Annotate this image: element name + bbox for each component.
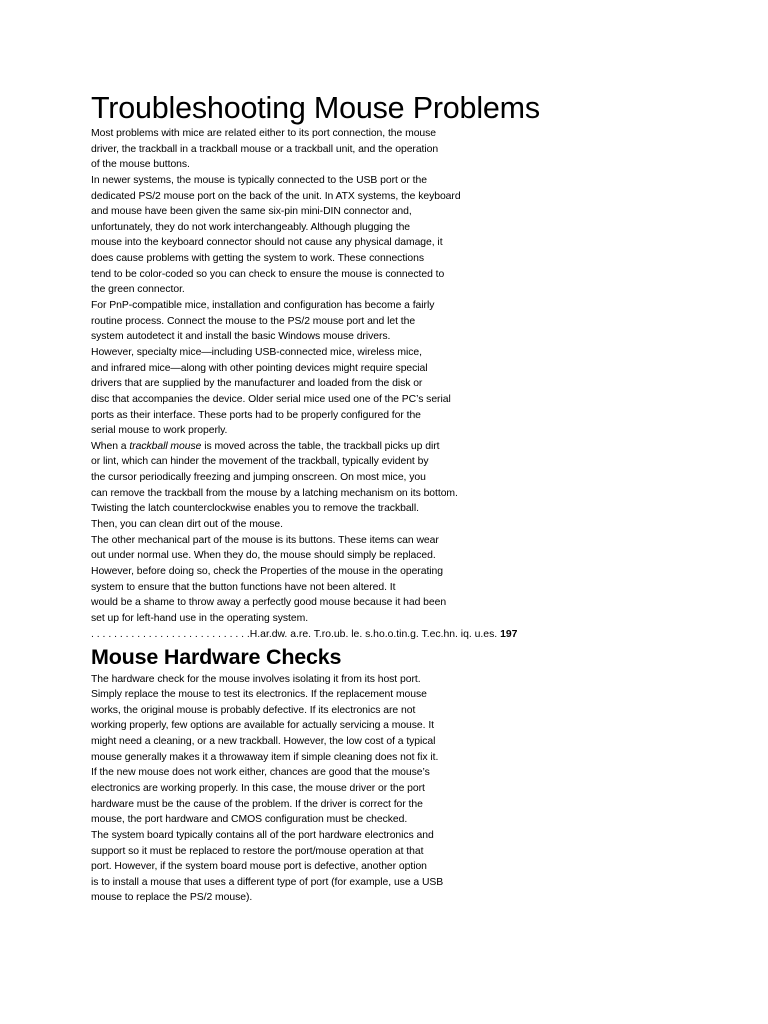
text-line: driver, the trackball in a trackball mouse or a trackball unit, and the operation (91, 143, 439, 155)
text-line: Twisting the latch counterclockwise enables you to remove the trackball. (91, 503, 419, 515)
text-line: For PnP-compatible mice, installation and configuration has become a fairly (91, 300, 435, 312)
text-line: mouse into the keyboard connector should not cause any physical damage, it (91, 237, 443, 249)
text-line: routine process. Connect the mouse to the PS/2 mouse port and let the (91, 315, 416, 327)
text-line: Simply replace the mouse to test its electronics. If the replacement mouse (91, 689, 427, 701)
footer-text: . . . . . . . . . . . . . . . . . . . . . . . . . . . .H.ar.dw. a.re. T.ro.ub. le. s.ho.o.tin.g. T.ec.hn. iq. u.es. (91, 628, 501, 640)
text-run: When a (91, 440, 130, 452)
text-line: works, the original mouse is probably defective. If its electronics are not (91, 704, 416, 716)
text-line: unfortunately, they do not work interchangeably. Although plugging the (91, 221, 411, 233)
section-title-troubleshooting: Troubleshooting Mouse Problems (91, 91, 540, 125)
text-line: set up for left-hand use in the operating system. (91, 612, 309, 624)
text-line: However, specialty mice—including USB-connected mice, wireless mice, (91, 346, 422, 358)
text-line: dedicated PS/2 mouse port on the back of the unit. In ATX systems, the keyboard (91, 190, 461, 202)
text-line: and infrared mice—along with other pointing devices might require special (91, 362, 428, 374)
text-line: working properly, few options are available for actually servicing a mouse. It (91, 720, 435, 732)
text-line: disc that accompanies the device. Older serial mice used one of the PC’s serial (91, 393, 451, 405)
text-line: system autodetect it and install the basic Windows mouse drivers. (91, 331, 391, 343)
text-line: is to install a mouse that uses a different type of port (for example, use a USB (91, 876, 444, 888)
text-line: system to ensure that the button functions have not been altered. It (91, 581, 396, 593)
text-line: However, before doing so, check the Properties of the mouse in the operating (91, 565, 444, 577)
text-line: support so it must be replaced to restore the port/mouse operation at that (91, 845, 424, 857)
text-line: port. However, if the system board mouse port is defective, another option (91, 861, 427, 873)
text-line: or lint, which can hinder the movement of the trackball, typically evident by (91, 456, 429, 468)
text-line: electronics are working properly. In this case, the mouse driver or the port (91, 782, 425, 794)
text-line: Most problems with mice are related either to its port connection, the mouse (91, 128, 437, 139)
text-line: does cause problems with getting the system to work. These connections (91, 253, 425, 265)
text-line: out under normal use. When they do, the mouse should simply be replaced. (91, 550, 436, 562)
text-line: drivers that are supplied by the manufacturer and loaded from the disk or (91, 378, 423, 390)
text-line: The hardware check for the mouse involves isolating it from its host port. (91, 673, 421, 685)
text-line: can remove the trackball from the mouse by a latching mechanism on its bottom. (91, 487, 458, 499)
text-line: The system board typically contains all of the port hardware electronics and (91, 829, 434, 841)
text-line: might need a cleaning, or a new trackball. However, the low cost of a typical (91, 736, 436, 748)
text-line: would be a shame to throw away a perfectly good mouse because it had been (91, 597, 447, 609)
text-line: Then, you can clean dirt out of the mouse. (91, 519, 283, 531)
text-run: is moved across the table, the trackball picks up dirt (201, 440, 440, 452)
text-line: hardware must be the cause of the problem. If the driver is correct for the (91, 798, 423, 810)
text-line: the green connector. (91, 284, 185, 296)
section-title-hardware-checks: Mouse Hardware Checks (91, 644, 342, 669)
text-line: If the new mouse does not work either, chances are good that the mouse’s (91, 767, 430, 779)
text-line: tend to be color-coded so you can check to ensure the mouse is connected to (91, 268, 445, 280)
text-line: mouse generally makes it a throwaway item if simple cleaning does not fix it. (91, 751, 439, 763)
text-line: The other mechanical part of the mouse is its buttons. These items can wear (91, 534, 439, 546)
text-line: the cursor periodically freezing and jumping onscreen. On most mice, you (91, 472, 426, 484)
text-line: of the mouse buttons. (91, 159, 190, 171)
running-footer (91, 627, 691, 643)
section2-body (91, 672, 691, 907)
text-line: and mouse have been given the same six-pin mini-DIN connector and, (91, 206, 412, 218)
page-number: 197 (500, 628, 518, 640)
italic-term-trackball-mouse: trackball mouse (129, 440, 202, 452)
section1-body (91, 126, 691, 627)
text-line: ports as their interface. These ports had to be properly configured for the (91, 409, 421, 421)
text-line: In newer systems, the mouse is typically connected to the USB port or the (91, 174, 427, 186)
text-line: serial mouse to work properly. (91, 425, 228, 437)
text-line-trackball (91, 439, 691, 455)
text-line: mouse to replace the PS/2 mouse). (91, 892, 253, 904)
text-line: mouse, the port hardware and CMOS configuration must be checked. (91, 814, 408, 826)
document-page (91, 90, 691, 906)
